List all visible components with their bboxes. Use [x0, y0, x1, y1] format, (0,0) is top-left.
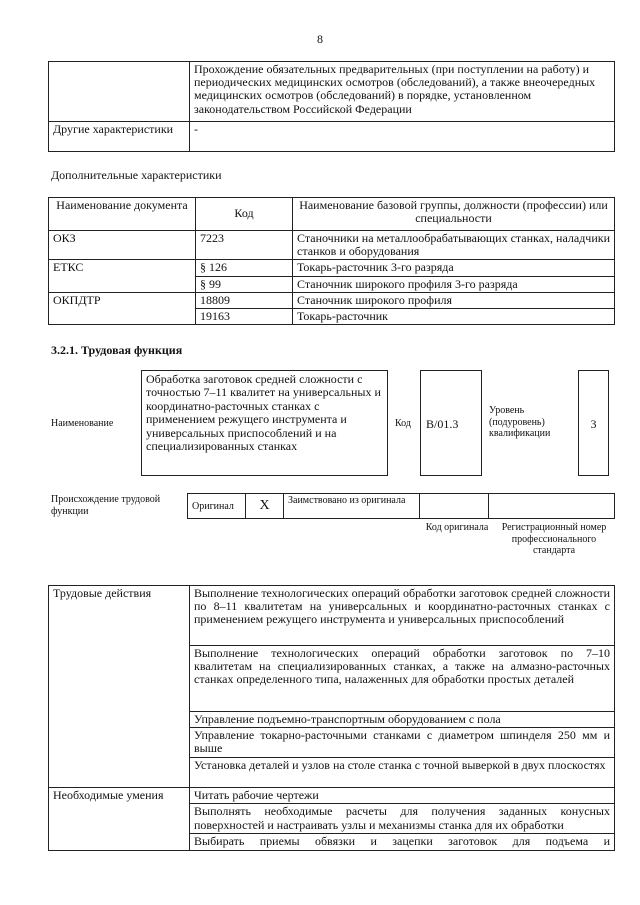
table-row-name: Станочник широкого профиля 3-го разряда: [293, 276, 615, 292]
table-row-doc: ОКПДТР: [49, 292, 196, 324]
function-code-label: Код: [395, 418, 411, 429]
table-row-name: Токарь-расточник: [293, 308, 615, 324]
table-row-name: Станочник широкого профиля: [293, 292, 615, 308]
function-name-value: Обработка заготовок средней сложности с точностью 7–11 квалитет на универсальных и координатно-расточных станках с применением режущего инструмента и универсальных приспособлений и на специализированных станках: [146, 372, 381, 454]
function-code-box: [420, 370, 482, 476]
additional-characteristics-title: Дополнительные характеристики: [51, 168, 222, 182]
origin-code-cell: [420, 494, 489, 519]
table-row-code: § 99: [196, 276, 293, 292]
table-row-code: 19163: [196, 308, 293, 324]
table-row-name: Станочники на металлообрабатывающих станках, наладчики станков и оборудования: [293, 231, 615, 260]
header-document-name: Наименование документа: [49, 198, 196, 231]
function-name-label: Наименование: [51, 418, 114, 429]
page-number: 8: [317, 32, 323, 46]
origin-borrowed-label: Заимствовано из оригинала: [284, 494, 420, 519]
table-row-doc: ЕТКС: [49, 260, 196, 292]
origin-original-label: Оригинал: [188, 494, 246, 519]
section-title: 3.2.1. Трудовая функция: [51, 343, 183, 357]
medical-exam-text: Прохождение обязательных предварительных (при поступлении на работу) и периодических медицинских осмотров (обследований), а также внеочередных медицинских осмотров (обследований) в порядке, установленном законодательством Российской Федерации: [190, 62, 615, 122]
other-characteristics-value: -: [190, 122, 615, 152]
top-characteristics-table: [48, 61, 615, 152]
function-code-value: B/01.3: [426, 417, 459, 431]
origin-original-mark: X: [246, 494, 284, 519]
table-row-code: § 126: [196, 260, 293, 276]
origin-reg-caption: Регистрационный номер профессионального стандарта: [501, 522, 607, 556]
qualification-level-value: 3: [590, 417, 597, 431]
other-characteristics-label: Другие характеристики: [49, 122, 190, 152]
labour-actions-table: [48, 585, 615, 851]
origin-label: Происхождение трудовой функции: [51, 494, 161, 517]
table-row: Выполнять необходимые расчеты для получения заданных конусных поверхностей и настраивать узлы и механизмы станка для их обработки: [190, 804, 615, 834]
function-name-box: [141, 370, 388, 476]
header-group-name: Наименование базовой группы, должности (профессии) или специальности: [293, 198, 615, 231]
origin-code-caption: Код оригинала: [425, 522, 489, 533]
table-row: Выбирать приемы обвязки и зацепки заготовок для подъема и: [190, 834, 615, 851]
table-row-code: 7223: [196, 231, 293, 260]
top-table-empty-cell: [49, 62, 190, 122]
table-row: Выполнение технологических операций обработки заготовок по 7–10 квалитетам на специализированных станках, а также на алмазно-расточных станках определенного типа, налаженных для обработки простых деталей: [190, 646, 615, 712]
required-skills-label: Необходимые умения: [49, 788, 190, 851]
origin-table: [187, 493, 615, 519]
additional-characteristics-table: [48, 197, 615, 325]
qualification-level-box: [578, 370, 609, 476]
table-row-name: Токарь-расточник 3-го разряда: [293, 260, 615, 276]
header-code: Код: [196, 198, 293, 231]
table-row-code: 18809: [196, 292, 293, 308]
table-row: Управление токарно-расточными станками с диаметром шпинделя 250 мм и выше: [190, 728, 615, 758]
origin-reg-cell: [489, 494, 615, 519]
table-row: Управление подъемно-транспортным оборудованием с пола: [190, 712, 615, 728]
table-row-doc: ОКЗ: [49, 231, 196, 260]
table-row: Установка деталей и узлов на столе станка с точной выверкой в двух плоскостях: [190, 758, 615, 788]
table-row: Выполнение технологических операций обработки заготовок средней сложности по 8–11 квалитетам на универсальных и координатно-расточных станках с применением режущего инструмента и универсальных приспособлений: [190, 586, 615, 646]
labour-actions-label: Трудовые действия: [49, 586, 190, 788]
qualification-level-label: Уровень (подуровень) квалификации: [489, 405, 551, 439]
table-row: Читать рабочие чертежи: [190, 788, 615, 804]
